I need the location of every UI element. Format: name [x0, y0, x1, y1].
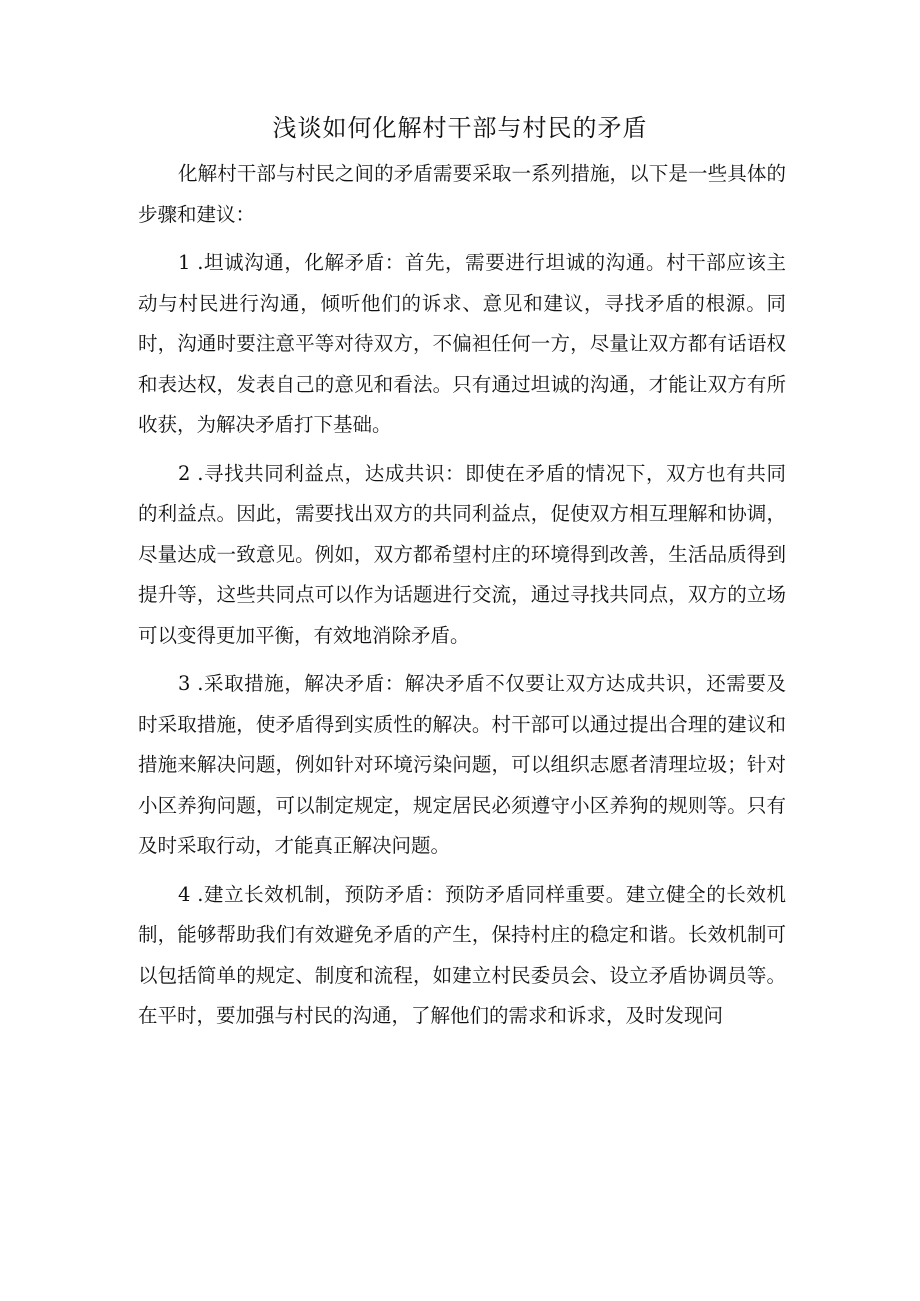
paragraph-2: 2 .寻找共同利益点，达成共识：即使在矛盾的情况下，双方也有共同的利益点。因此，需要找出双方的共同利益点，促使双方相互理解和协调，尽量达成一致意见。例如，双方都希望村庄的环境得到改善，生活品质得到提升等，这些共同点可以作为话题进行交流，通过寻找共同点，双方的立场可以变得更加平衡，有效地消除矛盾。: [138, 461, 786, 647]
intro-paragraph: 化解村干部与村民之间的矛盾需要采取一系列措施，以下是一些具体的步骤和建议：: [138, 162, 786, 226]
document-body: [138, 154, 786, 1037]
paragraph-3: 3 .采取措施，解决矛盾：解决矛盾不仅要让双方达成共识，还需要及时采取措施，使矛盾得到实质性的解决。村干部可以通过提出合理的建议和措施来解决问题，例如针对环境污染问题，可以组织志愿者清理垃圾；针对小区养狗问题，可以制定规定，规定居民必须遵守小区养狗的规则等。只有及时采取行动，才能真正解决问题。: [138, 672, 786, 857]
document-title: 浅谈如何化解村干部与村民的矛盾: [272, 114, 648, 142]
paragraph-4: 4 .建立长效机制，预防矛盾：预防矛盾同样重要。建立健全的长效机制，能够帮助我们有效避免矛盾的产生，保持村庄的稳定和谐。长效机制可以包括简单的规定、制度和流程，如建立村民委员会、设立矛盾协调员等。在平时，要加强与村民的沟通，了解他们的需求和诉求，及时发现问: [138, 882, 786, 1027]
paragraph-1: 1 .坦诚沟通，化解矛盾：首先，需要进行坦诚的沟通。村干部应该主动与村民进行沟通，倾听他们的诉求、意见和建议，寻找矛盾的根源。同时，沟通时要注意平等对待双方，不偏袒任何一方，尽量让双方都有话语权和表达权，发表自己的意见和看法。只有通过坦诚的沟通，才能让双方有所收获，为解决矛盾打下基础。: [138, 251, 786, 436]
